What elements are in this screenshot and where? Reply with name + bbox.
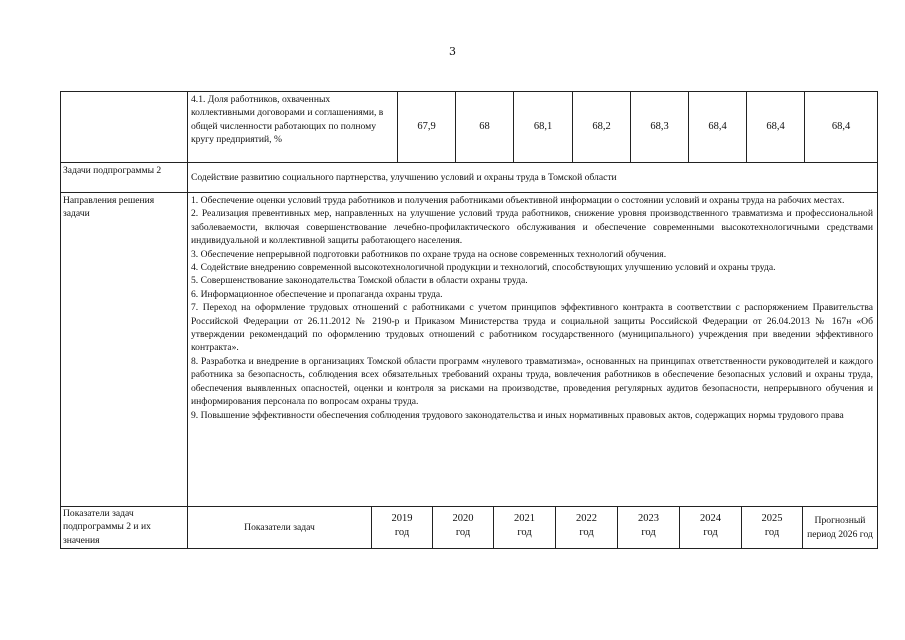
direction-item: 6. Информационное обеспечение и пропаганда охраны труда. <box>191 288 443 300</box>
year-header: 2025 год <box>761 513 783 538</box>
direction-item: 3. Обеспечение непрерывной подготовки работников по охране труда на основе современных технологий обучения. <box>191 248 667 260</box>
indicator-value: 68,3 <box>650 121 669 133</box>
direction-item: 4. Содействие внедрению современной высокотехнологичной продукции и технологий, способствующих улучшению условий и охраны труда. <box>191 262 776 274</box>
direction-item: 8. Разработка и внедрение в организациях Томской области программ «нулевого травматизма», основанных на принципах ответственности руководителей и каждого работника за безопасность, соблюдения всех обязательных требований охраны труда, вовлечения работников в обеспечение безопасных условий и охраны труда, обеспечения выявленных опасностей, оценки и контроля за рисками на производстве, проведения регулярных аудитов безопасности, непрерывного обучения и информирования персонала по вопросам охраны труда. <box>191 355 873 408</box>
indicator-value: 68,4 <box>708 121 727 133</box>
year-header: 2023 год <box>638 513 659 538</box>
tasks-label: Задачи подпрограммы 2 <box>63 165 162 176</box>
forecast-label: Прогнозный период 2026 год <box>807 515 873 540</box>
year-header: 2019 год <box>391 513 413 538</box>
year-header: 2022 год <box>576 513 597 538</box>
page-number: 3 <box>449 45 456 58</box>
indicator-value: 68,2 <box>592 121 611 133</box>
direction-item: 5. Совершенствование законодательства Томской области в области охраны труда. <box>191 275 528 287</box>
indicator-value: 68 <box>479 121 490 133</box>
year-header: 2021 год <box>514 513 535 538</box>
direction-item: 9. Повышение эффективности обеспечения соблюдения трудового законодательства и иных нормативных правовых актов, содержащих нормы трудового права <box>191 409 844 421</box>
direction-item: 2. Реализация превентивных мер, направленных на улучшение условий труда работников, снижение уровня производственного травматизма и профессиональной заболеваемости, включая совершенствование лечебно-профилактического обслуживания и обеспечение современными высокотехнологичными средствами индивидуальной и коллективной защиты работающего населения. <box>191 208 873 247</box>
directions-label: Направления решения задачи <box>63 195 155 220</box>
indicator-value: 68,1 <box>533 121 553 133</box>
tasks-text: Содействие развитию социального партнерства, улучшению условий и охраны труда в Томской области <box>191 172 617 183</box>
year-header: 2020 год <box>452 513 474 538</box>
direction-item: 7. Переход на оформление трудовых отношений с работниками с учетом принципов эффективного контракта в соответствии с распоряжением Правительства Российской Федерации от 26.11.2012 № 2190-р и Приказом Министерства труда и социальной защиты Российской Федерации от 26.04.2013 № 167н «Об утверждении рекомендаций по оформлению трудовых отношений с работником государственного (муниципального) учреждения при введении эффективного контракта». <box>191 302 873 354</box>
indicator-value: 68,4 <box>831 121 851 133</box>
direction-item: 1. Обеспечение оценки условий труда работников и получения работниками объективной информации о состоянии условий и охраны труда на рабочих местах. <box>191 195 845 206</box>
indicator-label: 4.1. Доля работников, охваченных коллективными договорами и соглашениями, в общей численности работающих по полному кругу предприятий, % <box>191 94 384 146</box>
directions-list <box>191 194 873 422</box>
indicators-label: Показатели задач подпрограммы 2 и их значения <box>63 508 151 546</box>
indicators-column-label: Показатели задач <box>244 521 315 533</box>
year-header: 2024 год <box>700 513 721 538</box>
indicator-value: 68,4 <box>766 121 785 133</box>
indicator-value: 67,9 <box>417 121 436 133</box>
